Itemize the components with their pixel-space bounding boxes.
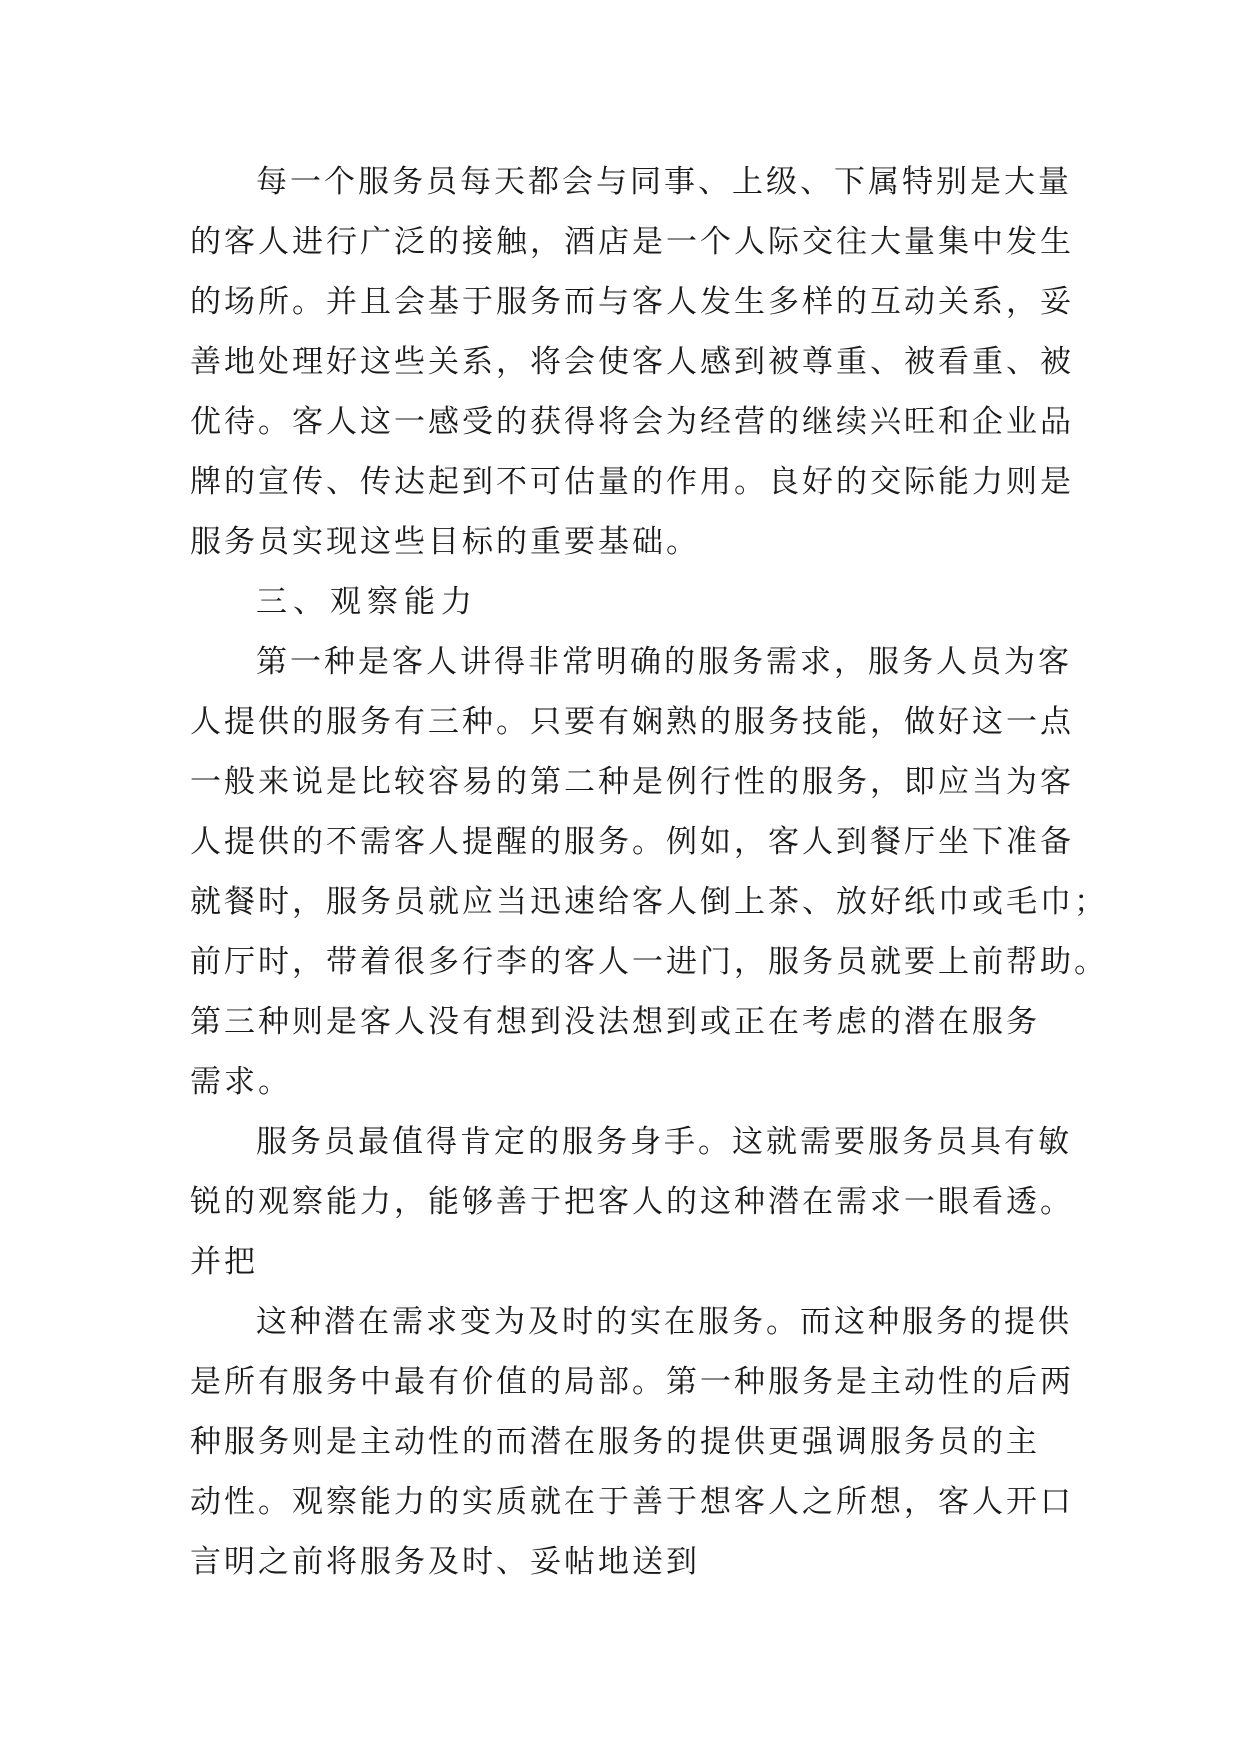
text-line: 言明之前将服务及时、妥帖地送到 [190,1544,700,1580]
text-line: 这种潜在需求变为及时的实在服务。而这种服务的提供 [256,1304,1072,1340]
text-line: 的场所。并且会基于服务而与客人发生多样的互动关系，妥 [190,284,1074,320]
text-line: 锐的观察能力，能够善于把客人的这种潜在需求一眼看透。 [190,1184,1074,1220]
paragraph-observation [190,1112,1074,1292]
paragraph-social-skills [190,152,1074,572]
text-line: 并把 [190,1244,258,1280]
text-line: 是所有服务中最有价值的局部。第一种服务是主动性的后两 [190,1364,1074,1400]
text-line: 服务员最值得肯定的服务身手。这就需要服务员具有敏 [256,1124,1072,1160]
text-line: 的客人进行广泛的接触，酒店是一个人际交往大量集中发生 [190,224,1074,260]
text-line: 前厅时，带着很多行李的客人一进门，服务员就要上前帮助。 [190,944,1108,980]
text-line: 动性。观察能力的实质就在于善于想客人之所想，客人开口 [190,1484,1074,1520]
text-line: 第三种则是客人没有想到没法想到或正在考虑的潜在服务 [190,1004,1040,1040]
text-line: 善地处理好这些关系，将会使客人感到被尊重、被看重、被 [190,344,1074,380]
text-line: 人提供的不需客人提醒的服务。例如，客人到餐厅坐下准备 [190,824,1074,860]
section-heading [190,572,1070,632]
text-line: 第一种是客人讲得非常明确的服务需求，服务人员为客 [256,644,1072,680]
paragraph-service-types [190,632,1108,1112]
text-line: 每一个服务员每天都会与同事、上级、下属特别是大量 [256,164,1072,200]
text-line: 人提供的服务有三种。只要有娴熟的服务技能，做好这一点 [190,704,1074,740]
text-line: 一般来说是比较容易的第二种是例行性的服务，即应当为客 [190,764,1074,800]
section-heading-text: 三、观察能力 [256,584,478,620]
paragraph-potential-needs [190,1292,1074,1592]
text-line: 需求。 [190,1064,292,1100]
text-line: 种服务则是主动性的而潜在服务的提供更强调服务员的主 [190,1424,1040,1460]
text-line: 就餐时，服务员就应当迅速给客人倒上茶、放好纸巾或毛巾； [190,884,1108,920]
text-line: 服务员实现这些目标的重要基础。 [190,524,700,560]
text-line: 牌的宣传、传达起到不可估量的作用。良好的交际能力则是 [190,464,1074,500]
text-line: 优待。客人这一感受的获得将会为经营的继续兴旺和企业品 [190,404,1074,440]
